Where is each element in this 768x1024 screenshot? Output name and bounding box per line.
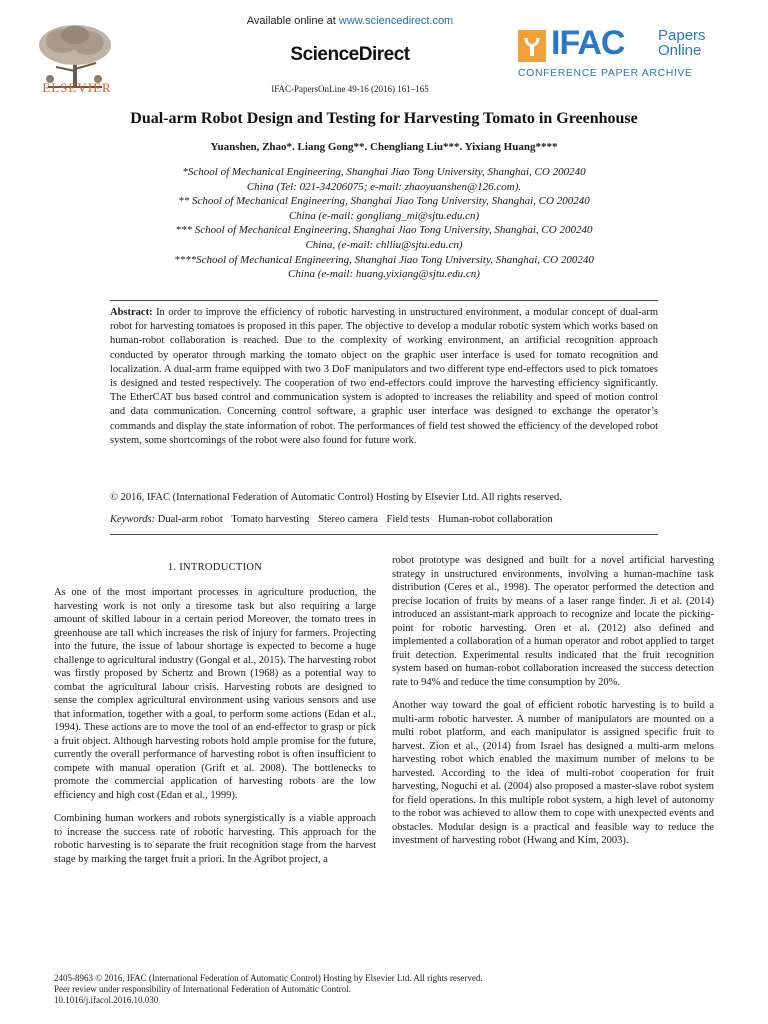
affiliation-line: *** School of Mechanical Engineering, Shanghai Jiao Tong University, Shanghai, CO 200240	[175, 224, 593, 237]
ifac-archive-subtitle: CONFERENCE PAPER ARCHIVE	[518, 67, 693, 79]
affiliations	[60, 165, 708, 282]
copyright-notice: © 2016, IFAC (International Federation of Automatic Control) Hosting by Elsevier Ltd. All rights reserved.	[110, 492, 562, 503]
ifac-papers-online	[658, 28, 706, 58]
sciencedirect-link[interactable]: www.sciencedirect.com	[338, 15, 454, 27]
ifac-emblem-icon	[518, 30, 546, 62]
abstract-label: Abstract:	[110, 307, 153, 318]
affiliation-line: ** School of Mechanical Engineering, Shanghai Jiao Tong University, Shanghai, CO 200240	[178, 195, 590, 208]
footer-peer-review: Peer review under responsibility of International Federation of Automatic Control.	[54, 984, 351, 994]
footer-issn-line: 2405-8963 © 2016, IFAC (International Federation of Automatic Control) Hosting by Elsevier Ltd. All rights reserved.	[54, 973, 483, 983]
affiliation-line: China (e-mail: huang.yixiang@sjtu.edu.cn)	[288, 268, 480, 281]
affiliation-line: China (e-mail: gongliang_mi@sjtu.edu.cn)	[288, 209, 480, 222]
keyword: Tomato harvesting	[231, 514, 310, 525]
abstract	[110, 306, 658, 448]
paper-title: Dual-arm Robot Design and Testing for Harvesting Tomato in Greenhouse	[130, 110, 638, 127]
section-heading-introduction: 1. INTRODUCTION	[167, 562, 263, 573]
keywords	[110, 514, 658, 525]
availability-line	[200, 15, 500, 27]
left-column	[54, 586, 376, 876]
affiliation-line: China, (e-mail: chlliu@sjtu.edu.cn)	[305, 238, 463, 251]
journal-reference: IFAC-PapersOnLine 49-16 (2016) 161–165	[271, 84, 429, 94]
publisher-name: ScienceDirect	[290, 44, 410, 65]
affiliation-line: China (Tel: 021-34206075; e-mail: zhaoyuanshen@126.com).	[246, 180, 522, 193]
keyword: Human-robot collaboration	[438, 514, 553, 525]
ifac-online-word: Online	[658, 42, 702, 59]
affiliation-line: *School of Mechanical Engineering, Shanghai Jiao Tong University, Shanghai, CO 200240	[182, 166, 586, 178]
page-footer	[54, 973, 714, 1006]
abstract-top-rule	[110, 300, 658, 301]
ifac-logo-mark	[518, 30, 546, 62]
ifac-wordmark: IFAC	[551, 24, 625, 62]
keywords-label: Keywords:	[110, 514, 156, 525]
abstract-text: In order to improve the efficiency of robotic harvesting in unstructured environment, a modular concept of dual-arm robot for harvesting tomatoes is proposed in this paper. The objective to develop a modular robotic system which works based on human-robot collaboration is reached. Due to the complexity of working environment, an artificial recognition approach conducted by operator through marking the tomato object on the graphic user interface is used for tomato recognition and localization. A dual-arm frame equipped with two 3 DoF manipulators and two different type end-effectors used to pick tomatoes is designed and tested respectively. The cooperation of two end-effectors could improve the harvesting efficiency significantly. The EtherCAT bus based control and communication system is adopted to increases the reliability and speed of motion control and data communication. Concerning control software, a graphic user interface was designed to exchange the operator’s commands and display the state information of robot. The performances of field test showed the efficiency of the developed robot system, some shortcomings of the robot were also found for future work.	[110, 307, 658, 446]
body-paragraph: As one of the most important processes in agriculture production, the harvesting work is not only a tiresome task but also requiring a large amount of skilled labour in a certain period Moreover, the tomato trees in greenhouse are tall which increases the risk of injury for farmers. Projecting into the future, the issue of labour shortage is expected to become a huge challenge to agricultural industry (Gongal et al., 2015). The harvesting robot was firstly proposed by Schertz and Brown (1968) as a potential way to combat the agricultural labour crisis. Harvesting robots are designed to sense the complex agricultural environment using various sensors and use that information, together with a goal, to perform some actions (Edan et al., 1994). These actions are to move the tool of an end-effector to grasp or pick a fruit object. Although harvesting robots hold ample promise for the future, currently the overall performance of harvesting robot is often insufficient to compete with manual operation (Grift et al. 2008). The bottlenecks to promote the commercial application of harvesting robots are the low efficiency and high cost (Edan et al., 1999).	[54, 587, 376, 801]
author-list: Yuanshen, Zhao*. Liang Gong**. Chengliang Liu***. Yixiang Huang****	[210, 141, 558, 153]
keyword: Dual-arm robot	[157, 514, 223, 525]
right-column	[392, 554, 714, 858]
affiliation-line: ****School of Mechanical Engineering, Shanghai Jiao Tong University, Shanghai, CO 200240	[174, 253, 594, 266]
ifac-papers-word: Papers	[658, 27, 706, 44]
keyword: Field tests	[386, 514, 430, 525]
body-paragraph: robot prototype was designed and built for a novel artificial harvesting strategy in unstructured environments, involving a human-machine task distribution (Ceres et al., 1998). The operator performed the detection and precise location of fruits by means of a laser range finder. Ji et al. (2014) introduced an assistant-mark approach to recognize and locate the picking-point for robotic harvesting. Oren et al. (2012) also defined and implemented a collaboration of a human operator and robot applied to target fruit detection. Experimental results indicated that the fruit recognition system based on human-robot collaboration increased the success detection rate to 94% and reduce the time consumption by 20%.	[392, 555, 714, 688]
elsevier-wordmark: ELSEVIER	[42, 80, 112, 95]
abstract-bottom-rule	[110, 534, 658, 535]
body-paragraph: Another way toward the goal of efficient robotic harvesting is to build a multi-arm robotic harvester. A number of manipulators are mounted on a multi robot platform, and each manipulator is assigned specific fruit to harvest. Zion et al., (2014) from Israel has designed a multi-arm melons harvesting robot which enabled the maximum number of melons to be harvested. According to the idea of multi-robot cooperation for fruit harvesting, Noguchi et al. (2004) also proposed a master-slave robot system for field operations. In this multiple robot system, a high level of autonomy to the robot was achieved to allow them to cope with unexpected events and obstacles. Modular design is a practical and feasible way to reduce the investment of harvesting robot (Hwang and Kim, 2003).	[392, 700, 714, 846]
keyword: Stereo camera	[318, 514, 378, 525]
footer-doi[interactable]: 10.1016/j.ifacol.2016.10.030	[54, 995, 159, 1005]
body-paragraph: Combining human workers and robots synergistically is a viable approach to increase the success rate of robotic harvesting. This approach for the robotic harvesting is to separate the fruit recognition stage from the harvest stage by marking the target fruit a priori. In the Agribot project, a	[54, 813, 376, 865]
availability-prefix: Available online at	[246, 15, 339, 27]
